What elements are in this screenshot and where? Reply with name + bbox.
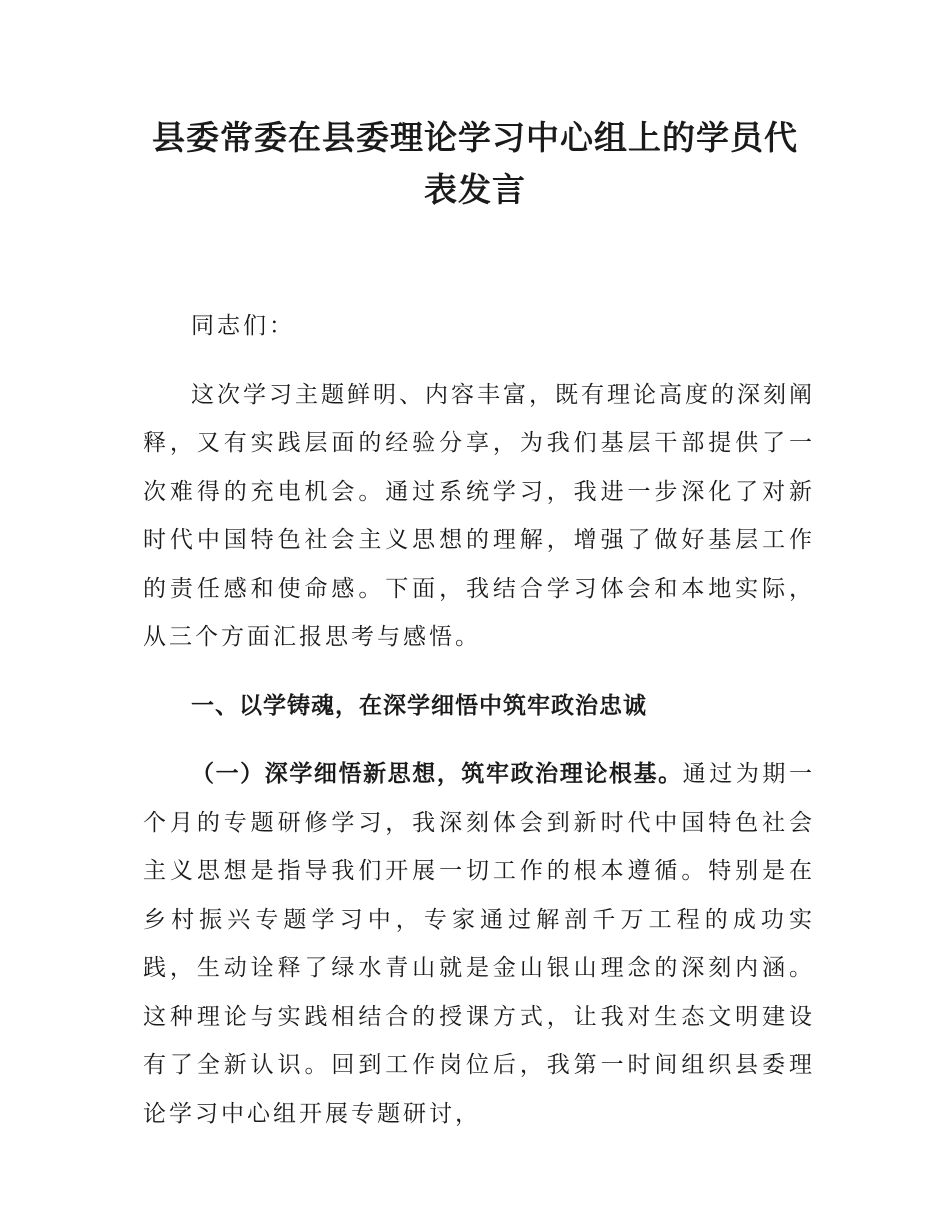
salutation: 同志们：	[191, 313, 295, 339]
subsection-1-paragraph	[143, 750, 815, 1138]
subsection-1-text: 通过为期一个月的专题研修学习，我深刻体会到新时代中国特色社会主义思想是指导我们开展一切工作的根本遵循。特别是在乡村振兴专题学习中，专家通过解剖千万工程的成功实践，生动诠释了绿水青山就是金山银山理念的深刻内涵。这种理论与实践相结合的授课方式，让我对生态文明建设有了全新认识。回到工作岗位后，我第一时间组织县委理论学习中心组开展专题研讨，	[143, 761, 816, 1127]
document-title	[120, 112, 830, 216]
intro-paragraph: 这次学习主题鲜明、内容丰富，既有理论高度的深刻阐释，又有实践层面的经验分享，为我们基层干部提供了一次难得的充电机会。通过系统学习，我进一步深化了对新时代中国特色社会主义思想的理解，增强了做好基层工作的责任感和使命感。下面，我结合学习体会和本地实际，从三个方面汇报思考与感悟。	[143, 381, 815, 650]
subsection-1-heading: （一）深学细悟新思想，筑牢政治理论根基。	[191, 761, 683, 787]
section-1-heading: 一、以学铸魂，在深学细悟中筑牢政治忠诚	[191, 692, 647, 719]
title-line-2: 表发言	[424, 170, 526, 209]
document-body	[143, 302, 815, 1138]
title-line-1: 县委常委在县委理论学习中心组上的学员代	[152, 118, 798, 157]
